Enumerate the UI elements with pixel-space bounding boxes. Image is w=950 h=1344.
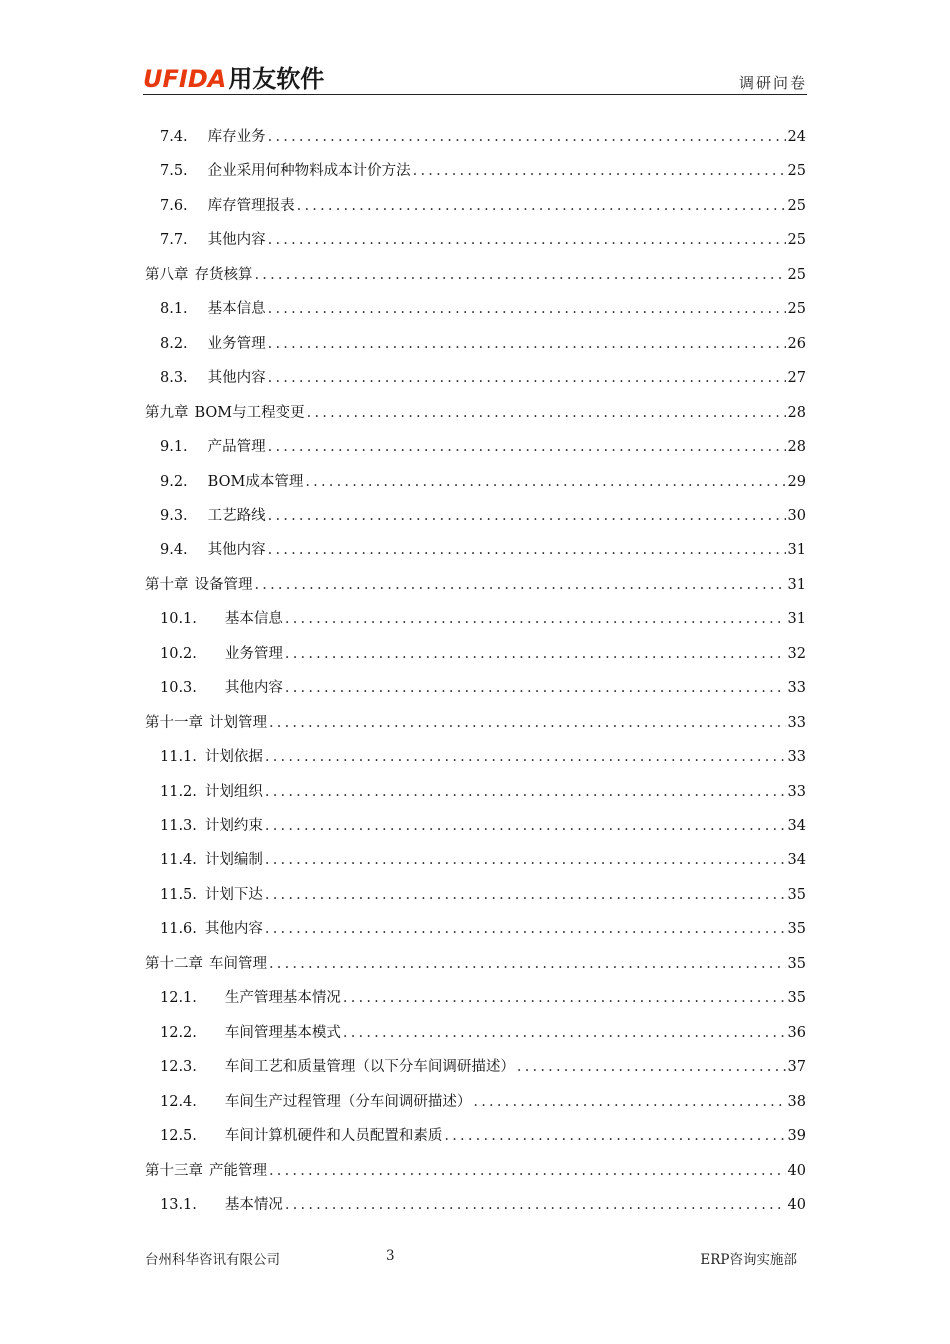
toc-entry-number: 11.5. xyxy=(160,886,197,903)
toc-entry-page: 30 xyxy=(787,507,806,524)
toc-section-entry[interactable] xyxy=(160,229,806,251)
toc-entry-title: 其他内容 xyxy=(207,370,266,387)
logo-cn-text: 用友软件 xyxy=(228,65,325,93)
toc-section-entry[interactable] xyxy=(160,815,806,837)
toc-section-entry[interactable] xyxy=(160,918,806,940)
toc-entry-page: 34 xyxy=(787,818,806,834)
toc-entry-number: 8.2. xyxy=(160,335,188,352)
toc-entry-title: 计划依据 xyxy=(204,749,263,766)
toc-dot-leader xyxy=(517,1056,786,1078)
toc-entry-number: 13.1. xyxy=(160,1196,197,1213)
toc-entry-page: 34 xyxy=(787,852,806,869)
toc-entry-title: 计划管理 xyxy=(209,714,267,731)
toc-dot-leader xyxy=(265,884,786,906)
toc-section-entry[interactable] xyxy=(160,849,806,871)
toc-dot-leader xyxy=(307,402,786,424)
toc-chapter-entry[interactable] xyxy=(145,712,806,734)
toc-entry-number: 第十三章 xyxy=(145,1162,203,1179)
toc-entry-number: 第八章 xyxy=(145,266,189,283)
toc-entry-page: 25 xyxy=(787,232,806,249)
toc-entry-page: 36 xyxy=(787,1024,806,1041)
toc-entry-number: 8.1. xyxy=(160,301,188,318)
toc-entry-title: 计划约束 xyxy=(204,818,263,834)
toc-entry-title: 计划组织 xyxy=(204,783,263,800)
toc-dot-leader xyxy=(269,1160,786,1182)
toc-entry-number: 10.3. xyxy=(160,680,197,697)
toc-dot-leader xyxy=(285,608,786,630)
toc-entry-number: 8.3. xyxy=(160,370,188,387)
toc-dot-leader xyxy=(268,367,786,389)
toc-entry-number: 第九章 xyxy=(145,404,189,421)
toc-entry-number: 12.1. xyxy=(160,990,197,1007)
toc-entry-number: 9.4. xyxy=(160,542,188,559)
toc-entry-number: 11.2. xyxy=(160,783,197,800)
toc-entry-number: 12.2. xyxy=(160,1024,197,1041)
toc-dot-leader xyxy=(268,539,786,561)
page-footer xyxy=(145,1248,805,1268)
toc-entry-number: 11.6. xyxy=(160,921,197,938)
toc-dot-leader xyxy=(413,160,786,182)
toc-dot-leader xyxy=(285,643,786,665)
toc-dot-leader xyxy=(268,229,786,251)
toc-section-entry[interactable] xyxy=(160,746,806,768)
toc-entry-title: 基本信息 xyxy=(224,611,283,628)
footer-company: 台州科华咨讯有限公司 xyxy=(145,1252,280,1268)
toc-entry-title: 产能管理 xyxy=(209,1162,267,1179)
page-header xyxy=(143,62,807,95)
toc-entry-title: 其他内容 xyxy=(207,232,266,249)
toc-section-entry[interactable] xyxy=(160,298,806,320)
toc-entry-number: 9.3. xyxy=(160,507,188,524)
toc-dot-leader xyxy=(297,195,786,217)
toc-entry-page: 25 xyxy=(787,197,806,214)
toc-entry-page: 31 xyxy=(787,611,806,628)
toc-entry-title: 库存管理报表 xyxy=(207,197,295,214)
toc-entry-title: BOM与工程变更 xyxy=(194,404,305,421)
toc-entry-number: 11.3. xyxy=(160,818,197,834)
toc-dot-leader xyxy=(343,987,786,1009)
toc-entry-title: 计划下达 xyxy=(204,886,263,903)
toc-dot-leader xyxy=(268,436,786,458)
toc-entry-title: 业务管理 xyxy=(224,645,283,662)
toc-entry-page: 33 xyxy=(787,680,806,697)
toc-entry-page: 25 xyxy=(787,266,806,283)
toc-section-entry[interactable] xyxy=(160,1091,806,1113)
toc-section-entry[interactable] xyxy=(160,539,806,561)
toc-entry-title: 其他内容 xyxy=(207,542,266,559)
toc-entry-number: 9.2. xyxy=(160,473,188,490)
document-type-label: 调研问卷 xyxy=(738,74,807,92)
toc-dot-leader xyxy=(343,1022,786,1044)
toc-entry-number: 11.4. xyxy=(160,852,197,869)
toc-entry-title: 企业采用何种物料成本计价方法 xyxy=(207,163,411,180)
toc-entry-number: 7.6. xyxy=(160,197,188,214)
toc-section-entry[interactable] xyxy=(160,781,806,803)
toc-section-entry[interactable] xyxy=(160,987,806,1009)
toc-entry-title: 库存业务 xyxy=(207,129,266,145)
toc-section-entry[interactable] xyxy=(160,1125,806,1147)
toc-entry-title: 存货核算 xyxy=(194,266,253,283)
toc-entry-title: 计划编制 xyxy=(204,852,263,869)
toc-entry-title: 基本信息 xyxy=(207,301,266,318)
toc-chapter-entry[interactable] xyxy=(145,264,806,286)
toc-entry-page: 25 xyxy=(787,301,806,318)
toc-entry-title: 业务管理 xyxy=(207,335,266,352)
toc-entry-page: 31 xyxy=(787,542,806,559)
toc-entry-page: 40 xyxy=(787,1196,806,1213)
toc-entry-title: BOM成本管理 xyxy=(207,473,304,490)
toc-entry-number: 12.3. xyxy=(160,1059,197,1076)
toc-dot-leader xyxy=(265,781,786,803)
toc-entry-page: 28 xyxy=(787,404,806,421)
toc-entry-number: 12.4. xyxy=(160,1093,197,1110)
toc-dot-leader xyxy=(269,712,786,734)
toc-section-entry[interactable] xyxy=(160,471,806,493)
toc-entry-number: 第十一章 xyxy=(145,714,203,731)
toc-entry-page: 27 xyxy=(787,370,806,387)
toc-entry-number: 10.2. xyxy=(160,645,197,662)
toc-entry-page: 38 xyxy=(787,1093,806,1110)
toc-entry-page: 28 xyxy=(787,439,806,456)
toc-dot-leader xyxy=(473,1091,785,1113)
toc-entry-number: 11.1. xyxy=(160,749,197,766)
toc-entry-title: 设备管理 xyxy=(194,576,253,593)
toc-section-entry[interactable] xyxy=(160,333,806,355)
logo-brand-text: UFIDA xyxy=(143,65,227,93)
toc-entry-page: 26 xyxy=(787,335,806,352)
toc-dot-leader xyxy=(305,471,785,493)
toc-entry-number: 7.5. xyxy=(160,163,188,180)
toc-entry-number: 7.4. xyxy=(160,129,188,145)
toc-entry-page: 33 xyxy=(787,714,806,731)
toc-chapter-entry[interactable] xyxy=(145,953,806,975)
toc-chapter-entry[interactable] xyxy=(145,402,806,424)
toc-entry-title: 其他内容 xyxy=(204,921,263,938)
toc-dot-leader xyxy=(268,126,786,148)
toc-entry-number: 9.1. xyxy=(160,439,188,456)
toc-entry-page: 29 xyxy=(787,473,806,490)
toc-section-entry[interactable] xyxy=(160,1022,806,1044)
toc-entry-number: 第十章 xyxy=(145,576,189,593)
toc-entry-page: 33 xyxy=(787,783,806,800)
toc-chapter-entry[interactable] xyxy=(145,1160,806,1182)
toc-entry-page: 24 xyxy=(787,129,806,145)
toc-entry-number: 7.7. xyxy=(160,232,188,249)
toc-dot-leader xyxy=(268,298,786,320)
toc-entry-page: 35 xyxy=(787,886,806,903)
toc-entry-title: 车间管理基本模式 xyxy=(224,1024,341,1041)
toc-section-entry[interactable] xyxy=(160,367,806,389)
toc-entry-title: 车间管理 xyxy=(209,955,267,972)
toc-entry-page: 31 xyxy=(787,576,806,593)
toc-section-entry[interactable] xyxy=(160,505,806,527)
toc-dot-leader xyxy=(265,746,786,768)
toc-chapter-entry[interactable] xyxy=(145,574,806,596)
toc-entry-page: 40 xyxy=(787,1162,806,1179)
toc-entry-number: 第十二章 xyxy=(145,955,203,972)
toc-entry-page: 32 xyxy=(787,645,806,662)
toc-entry-title: 其他内容 xyxy=(224,680,283,697)
ufida-logo xyxy=(143,62,324,92)
toc-section-entry[interactable] xyxy=(160,1056,806,1078)
toc-section-entry[interactable] xyxy=(160,195,806,217)
footer-page-number: 3 xyxy=(386,1248,395,1264)
toc-section-entry[interactable] xyxy=(160,1194,806,1216)
toc-entry-title: 生产管理基本情况 xyxy=(224,990,341,1007)
toc-dot-leader xyxy=(265,815,786,837)
toc-entry-title: 车间计算机硬件和人员配置和素质 xyxy=(224,1128,443,1145)
toc-entry-page: 35 xyxy=(787,921,806,938)
toc-dot-leader xyxy=(265,918,786,940)
toc-dot-leader xyxy=(285,677,786,699)
toc-entry-title: 车间工艺和质量管理（以下分车间调研描述） xyxy=(224,1059,515,1076)
toc-entry-page: 39 xyxy=(787,1128,806,1145)
toc-section-entry[interactable] xyxy=(160,643,806,665)
toc-dot-leader xyxy=(255,264,786,286)
toc-dot-leader xyxy=(285,1194,786,1216)
toc-entry-page: 33 xyxy=(787,749,806,766)
toc-section-entry[interactable] xyxy=(160,436,806,458)
toc-entry-page: 35 xyxy=(787,955,806,972)
toc-entry-title: 基本情况 xyxy=(224,1196,283,1213)
toc-dot-leader xyxy=(265,849,786,871)
toc-entry-title: 工艺路线 xyxy=(207,507,266,524)
toc-dot-leader xyxy=(268,505,786,527)
toc-entry-title: 车间生产过程管理（分车间调研描述） xyxy=(224,1093,472,1110)
toc-section-entry[interactable] xyxy=(160,608,806,630)
footer-department: ERP咨询实施部 xyxy=(700,1252,797,1268)
toc-entry-title: 产品管理 xyxy=(207,439,266,456)
toc-dot-leader xyxy=(268,333,786,355)
toc-section-entry[interactable] xyxy=(160,160,806,182)
toc-entry-number: 10.1. xyxy=(160,611,197,628)
toc-section-entry[interactable] xyxy=(160,677,806,699)
toc-dot-leader xyxy=(444,1125,785,1147)
toc-entry-number: 12.5. xyxy=(160,1128,197,1145)
toc-entry-page: 37 xyxy=(787,1059,806,1076)
toc-entry-page: 35 xyxy=(787,990,806,1007)
toc-section-entry[interactable] xyxy=(160,126,806,148)
toc-section-entry[interactable] xyxy=(160,884,806,906)
toc-dot-leader xyxy=(255,574,786,596)
toc-dot-leader xyxy=(269,953,786,975)
toc-entry-page: 25 xyxy=(787,163,806,180)
